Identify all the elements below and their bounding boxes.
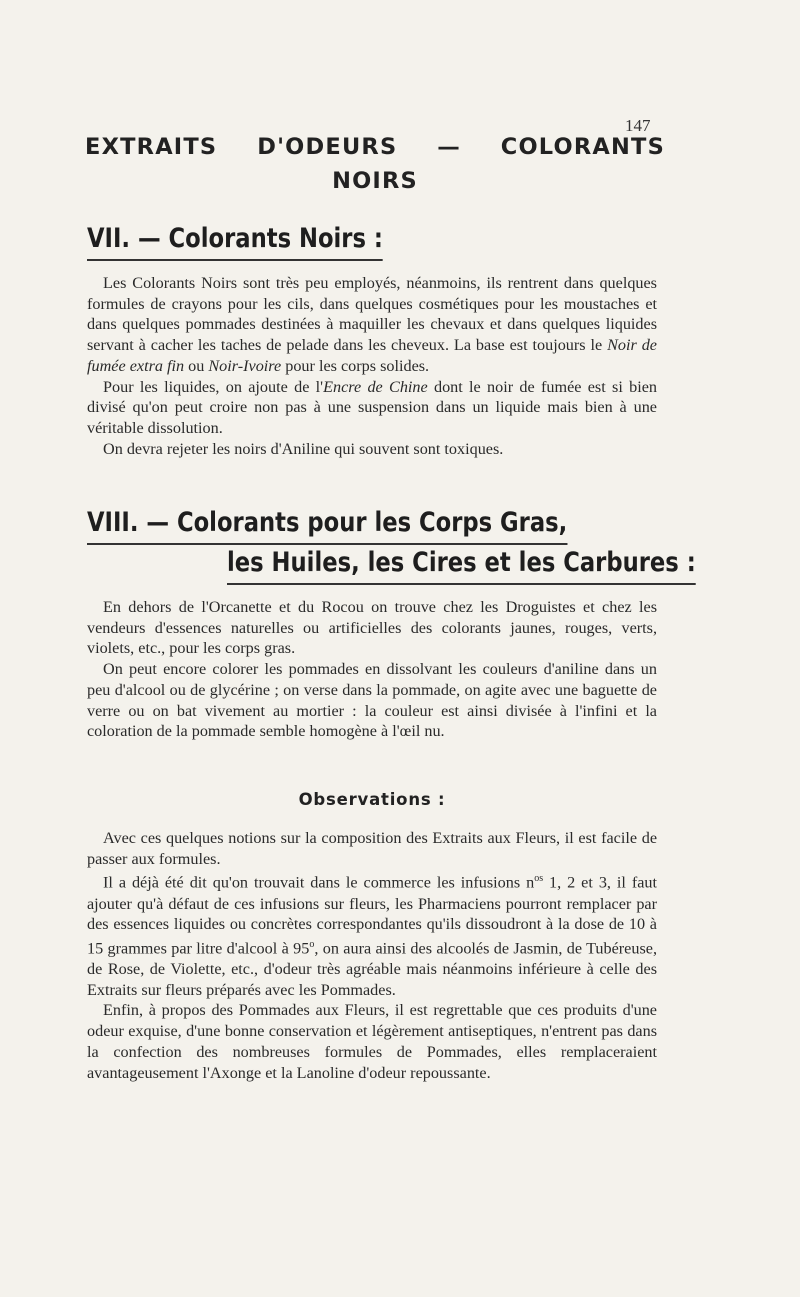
- paragraph: On peut encore colorer les pommades en dissolvant les couleurs d'aniline dans un peu d'alcool ou de glycérine ; on verse dans la pommade, on agite avec une baguette de verre ou on bat vivement au mortier : la couleur est ainsi divisée à l'infini et la coloration de la pommade semble homogène à l'œil nu.: [87, 660, 657, 741]
- running-title-word: D'ODEURS: [257, 134, 398, 160]
- paragraph: Avec ces quelques notions sur la composition des Extraits aux Fleurs, il est facile de passer aux formules.: [87, 829, 657, 868]
- running-title-word: NOIRS: [332, 168, 418, 194]
- observations-body: [87, 828, 657, 1083]
- running-title-word: COLORANTS: [500, 134, 665, 160]
- section-vii-heading: VII. — Colorants Noirs :: [87, 223, 383, 261]
- running-title: [85, 134, 665, 194]
- paragraph: Enfin, à propos des Pommades aux Fleurs, il est regrettable que ces produits d'une odeur exquise, d'une bonne conservation et légèrement antiseptiques, n'entrent pas dans la confection des nombreuses formules de Pommades, elles remplaceraient avantageusement l'Axonge et la Lanoline d'odeur repoussante.: [87, 1001, 657, 1082]
- page-number: 147: [625, 116, 651, 135]
- observations-title: Observations :: [298, 790, 446, 809]
- section-viii-heading-line2: les Huiles, les Cires et les Carbures :: [227, 547, 696, 585]
- running-title-word: EXTRAITS: [85, 134, 218, 160]
- paragraph: On devra rejeter les noirs d'Aniline qui souvent sont toxiques.: [103, 439, 504, 458]
- paragraph: Il a déjà été dit qu'on trouvait dans le commerce les infusions $n^{os}$ 1, 2 et 3, il faut ajouter qu'à défaut de ces infusions sur fleurs, les Pharmaciens pourront remplacer par des essences liquides ou concrètes correspondantes qu'ils dissoudront à la dose de 10 à 15 grammes par litre d'alcool à 95$^o$, on aura ainsi des alcoolés de Jasmin, de Tubéreuse, de Rose, de Violette, etc., d'odeur très agréable mais néanmoins inférieure à celle des Extraits sur fleurs préparés avec les Pommades.: [87, 873, 658, 999]
- running-title-dash: —: [437, 134, 461, 160]
- section-viii-heading-line1: VIII. — Colorants pour les Corps Gras,: [87, 507, 567, 545]
- paragraph: Les Colorants Noirs sont très peu employés, néanmoins, ils rentrent dans quelques formules de crayons pour les cils, dans quelques cosmétiques pour les moustaches et dans quelques pommades destinées à maquiller les chevaux et dans quelques liquides servant à cacher les taches de pelade dans les cheveux. La base est toujours le Noir de fumée extra fin ou Noir-Ivoire pour les corps solides.: [87, 274, 657, 375]
- section-viii-body: [87, 597, 657, 742]
- paragraph: En dehors de l'Orcanette et du Rocou on trouve chez les Droguistes et chez les vendeurs d'essences naturelles ou artificielles des colorants jaunes, rouges, verts, violets, etc., pour les corps gras.: [87, 598, 657, 658]
- paragraph: Pour les liquides, on ajoute de l'Encre de Chine dont le noir de fumée est si bien divisé qu'on peut croire non pas à une suspension dans un liquide mais bien à une véritable dissolution.: [87, 377, 657, 437]
- section-vii-body: [87, 273, 657, 459]
